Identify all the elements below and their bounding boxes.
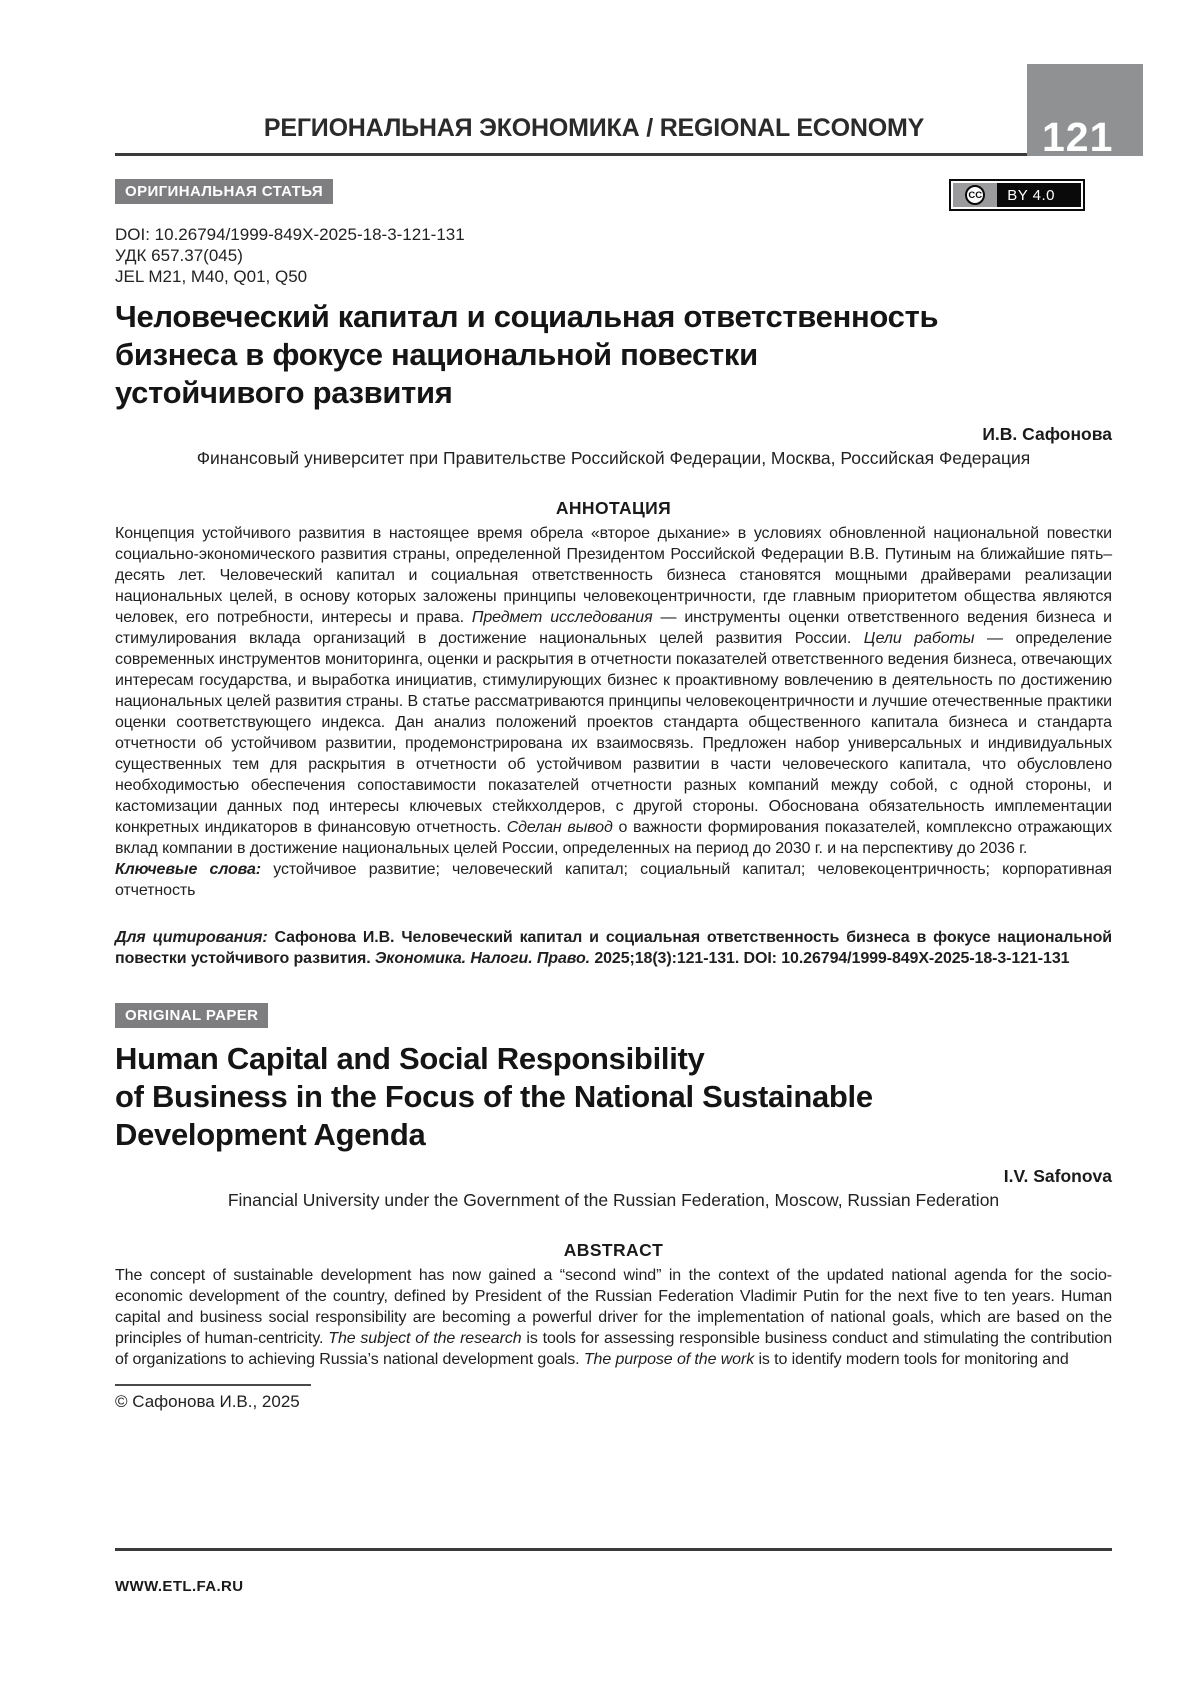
journal-website: WWW.ETL.FA.RU bbox=[115, 1578, 244, 1595]
article-type-badge-en: ORIGINAL PAPER bbox=[115, 1003, 268, 1028]
page-number-box bbox=[1027, 64, 1143, 160]
article-type-badge-ru: ОРИГИНАЛЬНАЯ СТАТЬЯ bbox=[115, 179, 333, 204]
cc-icon-panel bbox=[953, 183, 997, 207]
abstract-text-en: The concept of sustainable development has now gained a “second wind” in the context of the updated national agenda for the socio-economic development of the country, defined by President of the Russian Federation Vladimir Putin for the next five to ten years. Human capital and business social responsibility are becoming a powerful driver for the implementation of national goals, which are based on the principles of human-centricity. The subject of the research is tools for assessing responsible business conduct and stimulating the contribution of organizations to achieving Russia’s national development goals. The purpose of the work is to identify modern tools for monitoring and bbox=[115, 1267, 1112, 1368]
doi-line: DOI: 10.26794/1999-849X-2025-18-3-121-131 bbox=[115, 225, 465, 244]
meta-row bbox=[115, 179, 1112, 211]
cc-license-inner bbox=[953, 183, 1081, 207]
footer-divider bbox=[115, 1548, 1112, 1551]
author-en: I.V. Safonova bbox=[1003, 1166, 1112, 1186]
cc-license-label: BY 4.0 bbox=[997, 183, 1081, 207]
article-content bbox=[115, 156, 1112, 1412]
abstract-heading-ru: АННОТАЦИЯ bbox=[555, 498, 672, 518]
cc-icon: CC bbox=[965, 185, 985, 205]
jel-line: JEL M21, M40, Q01, Q50 bbox=[115, 267, 308, 286]
footnote-divider bbox=[115, 1384, 311, 1386]
abstract-text-ru: Концепция устойчивого развития в настоящее время обрела «второе дыхание» в условиях обновленной национальной повестки социально-экономического развития страны, определенной Президентом Российской Федерации В.В. Путиным на ближайшие пять–десять лет. Человеческий капитал и социальная ответственность бизнеса становятся мощными драйверами реализации национальных целей, в основу которых заложены принципы человекоцентричности, где главным приоритетом общества являются человек, его потребности, интересы и права. Предмет исследования — инструменты оценки ответственного ведения бизнеса и стимулирования вклада организаций в достижение национальных целей развития России. Цели работы — определение современных инструментов мониторинга, оценки и раскрытия в отчетности показателей ответственного ведения бизнеса, отвечающих интересам государства, и выработка инициатив, стимулирующих бизнес к проактивному вовлечению в деятельность по достижению национальных целей развития страны. В статье рассматриваются принципы человекоцентричности и лучшие отечественные практики оценки соответствующего индекса. Дан анализ положений проектов стандарта общественного капитала бизнеса и стандарта отчетности об устойчивом развитии, продемонстрирована их взаимосвязь. Предложен набор универсальных и индивидуальных существенных тем для раскрытия в отчетности об устойчивом развитии в части человеческого капитала, что обусловлено необходимостью обеспечения сопоставимости показателей отчетности разных компаний между собой, с одной стороны, и кастомизации данных под интересы ключевых стейкхолдеров, с другой стороны. Обоснована обязательность имплементации конкретных индикаторов в финансовую отчетность. Сделан вывод о важности формирования показателей, комплексно отражающих вклад компании в достижение национальных целей России, определенных на период до 2030 г. и на перспективу до 2036 г. bbox=[115, 525, 1113, 857]
affiliation-en: Financial University under the Government of the Russian Federation, Moscow, Russian Federation bbox=[227, 1190, 1000, 1210]
keywords-ru: Ключевые слова: устойчивое развитие; человеческий капитал; социальный капитал; человекоцентричность; корпоративная отчетность bbox=[115, 861, 1112, 899]
copyright-line: © Сафонова И.В., 2025 bbox=[115, 1392, 300, 1411]
affiliation-ru: Финансовый университет при Правительстве Российской Федерации, Москва, Российская Федерация bbox=[196, 448, 1031, 468]
page-number: 121 bbox=[1042, 114, 1114, 160]
article-type-row-en bbox=[115, 1003, 1112, 1028]
author-ru: И.В. Сафонова bbox=[982, 424, 1112, 444]
cc-license-badge bbox=[949, 179, 1085, 211]
abstract-heading-en: ABSTRACT bbox=[563, 1240, 664, 1260]
page-header bbox=[115, 0, 1143, 160]
identifiers-block bbox=[115, 224, 1112, 287]
udk-line: УДК 657.37(045) bbox=[115, 246, 243, 265]
article-title-en: Human Capital and Social Responsibility of Business in the Focus of the National Sustainable Development Agenda bbox=[115, 1041, 873, 1152]
citation-block: Для цитирования: Сафонова И.В. Человеческий капитал и социальная ответственность бизнеса в фокусе национальной повестки устойчивого развития. Экономика. Налоги. Право. 2025;18(3):121-131. DOI: 10.26794/1999-849X-2025-18-3-121-131 bbox=[115, 929, 1112, 967]
article-title-ru: Человеческий капитал и социальная ответственность бизнеса в фокусе национальной повестки устойчивого развития bbox=[115, 299, 939, 410]
journal-section-title: РЕГИОНАЛЬНАЯ ЭКОНОМИКА / REGIONAL ECONOMY bbox=[263, 114, 925, 142]
